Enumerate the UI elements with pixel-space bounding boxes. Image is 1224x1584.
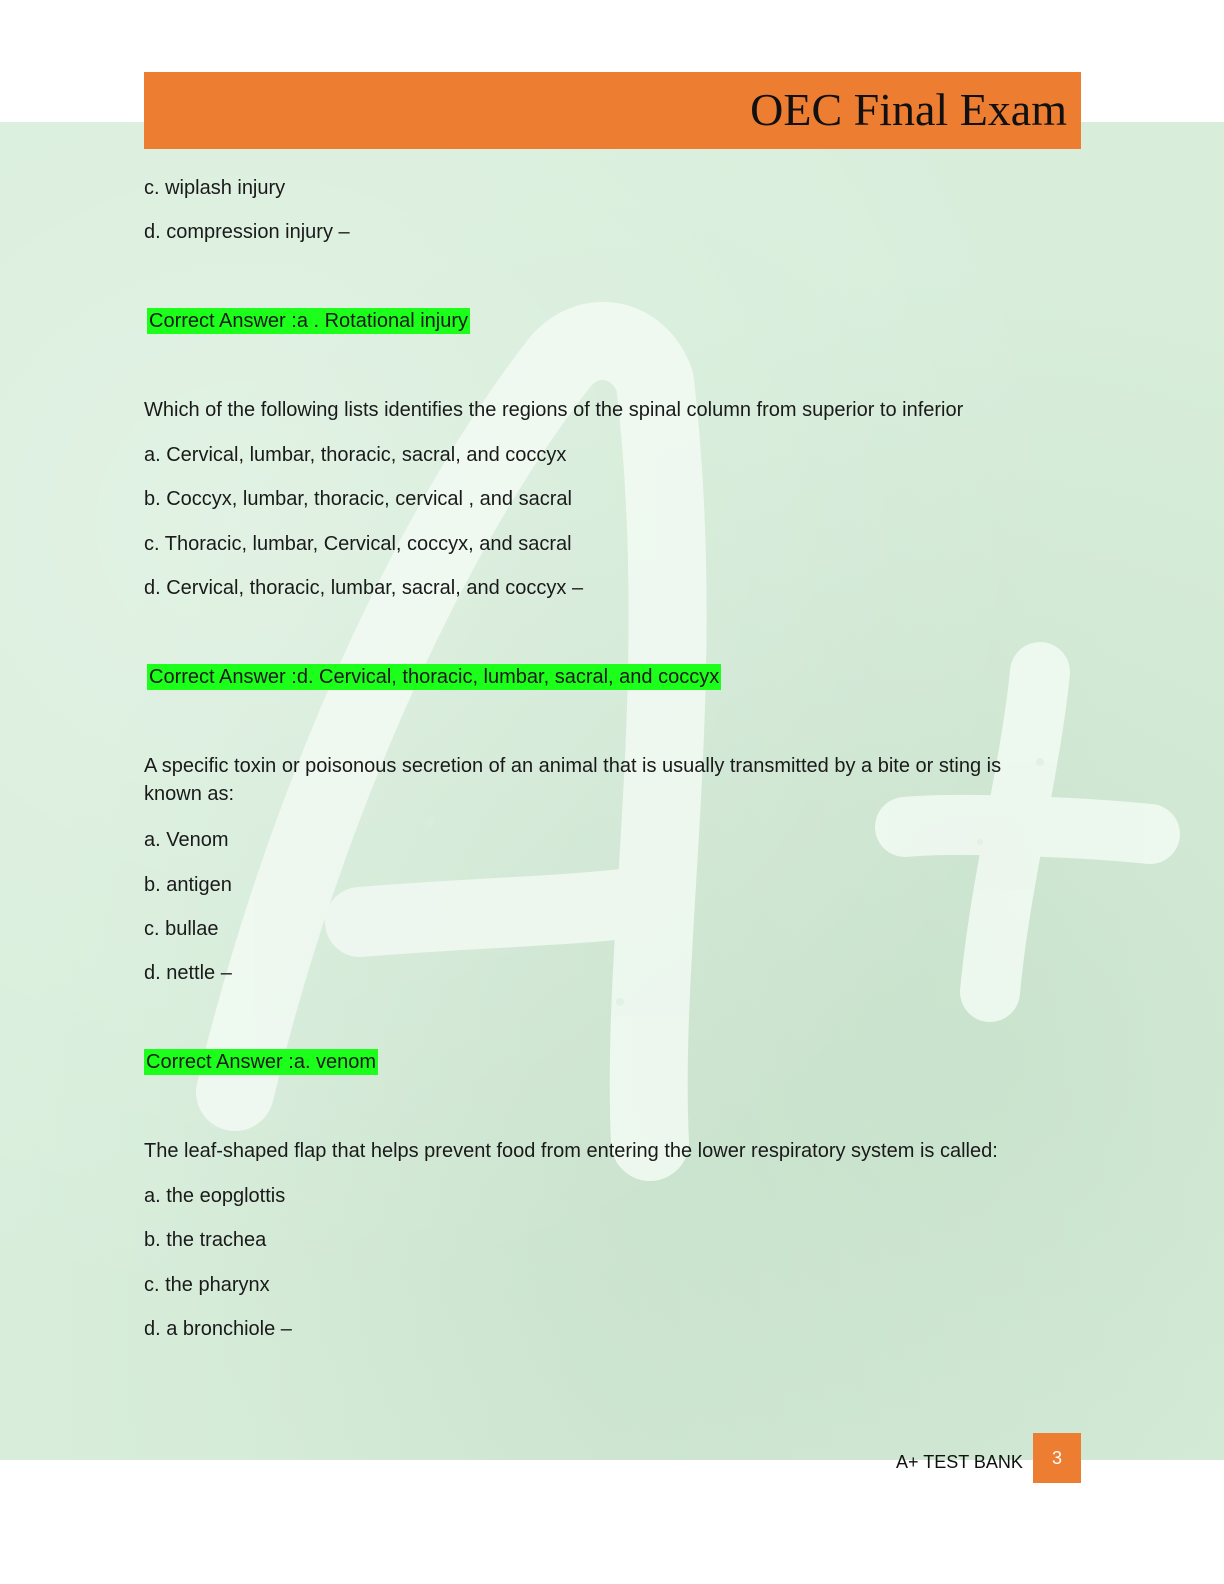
option-a: a. the eopglottis	[144, 1185, 286, 1207]
option-a: a. Venom	[144, 829, 229, 851]
footer-label: A+ TEST BANK	[896, 1452, 1023, 1472]
correct-answer-highlight: Correct Answer :a . Rotational injury	[149, 310, 469, 332]
option-b: b. the trachea	[144, 1229, 267, 1251]
option-c: c. wiplash injury	[144, 177, 286, 199]
option-d: d. Cervical, thoracic, lumbar, sacral, and coccyx –	[144, 577, 584, 599]
option-b: b. Coccyx, lumbar, thoracic, cervical , and sacral	[144, 488, 572, 510]
page-number: 3	[1033, 1433, 1081, 1483]
page-title: OEC Final Exam	[750, 84, 1067, 135]
correct-answer-highlight: Correct Answer :a. venom	[146, 1051, 377, 1073]
option-d: d. a bronchiole –	[144, 1318, 292, 1340]
question-text: A specific toxin or poisonous secretion of an animal that is usually transmitted by a bite or sting is known as:	[144, 755, 1002, 805]
option-b: b. antigen	[144, 874, 232, 896]
option-c: c. Thoracic, lumbar, Cervical, coccyx, and sacral	[144, 533, 572, 555]
question-text: Which of the following lists identifies the regions of the spinal column from superior to inferior	[144, 399, 964, 421]
header-bar	[144, 72, 1081, 149]
question-text: The leaf-shaped flap that helps prevent food from entering the lower respiratory system is called:	[144, 1140, 998, 1162]
option-d: d. compression injury –	[144, 221, 350, 243]
option-d: d. nettle –	[144, 962, 232, 984]
option-a: a. Cervical, lumbar, thoracic, sacral, and coccyx	[144, 444, 567, 466]
option-c: c. bullae	[144, 918, 219, 940]
correct-answer-highlight: Correct Answer :d. Cervical, thoracic, lumbar, sacral, and coccyx	[149, 666, 720, 688]
option-c: c. the pharynx	[144, 1274, 270, 1296]
